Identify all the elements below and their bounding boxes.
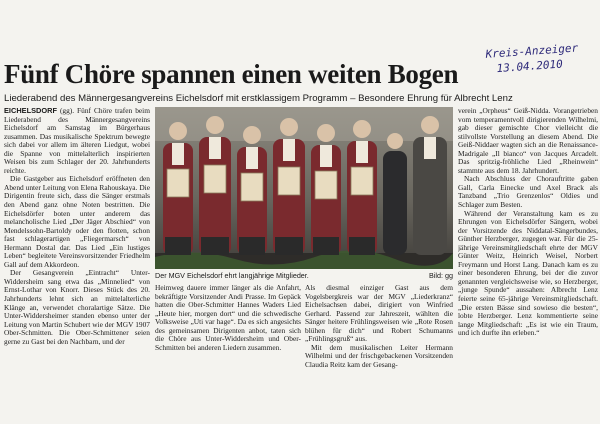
article-column-1 [4,107,150,419]
paragraph: Nach Abschluss der Chorauftritte gaben Gall, Carla Einecke und Axel Brack als Tanzband „Trio Grenzenlos“ Oldies und Schlager zum Besten. [458,174,598,210]
paragraph: Heimweg dauere immer länger als die Anfahrt, bekräftigte Vorsitzender Andi Prasse. Im Gepäck hatten die Ober-Schmitter Hannes Waders Lied „Heute hier, morgen dort“ und die schwedische Volksweise „Uti var hage“. Da es sich angesichts des gemeinsamen Dirigenten anbot, taten sich die Chöre aus Unter-Widdersheim und Ober-Schmitten bei anderen Liedern zusammen. [155,284,301,352]
headline: Fünf Chöre spannen einen weiten Bogen [4,59,459,89]
choir-photo [155,107,453,269]
article-column-2 [155,284,301,420]
source-name: Kreis-Anzeiger [485,41,579,61]
paragraph: Die Gastgeber aus Eichelsdorf eröffneten den Abend unter Leitung von Elena Rahouskaya. Die Dirigentin freute sich, dass die Sänger erstmals den Abend ganz ohne Noten bestritten. Die Eichelsdörfer boten unter anderem das melancholische Lied „Der Jäger Abschied“ von Mendelssohn-Bartoldy oder den flotten, schon fast schlagerartigen „Fliegermarsch“ von Hermann Dostal dar. Das Lied „Ein lustiges Leben“ begleitete Vereinsvorsitzender Friedhelm Gall auf dem Akkordeon. [4,174,150,269]
photo-caption: Der MGV Eichelsdorf ehrt langjährige Mitglieder. [155,271,309,280]
article-column-3 [305,284,453,420]
photo-caption-row [155,271,453,281]
choir-photo-image [155,107,453,269]
paragraph: Der Gesangverein „Eintracht“ Unter-Widdersheim sang etwa das „Minnelied“ von Ernst-Lothar von Knorr. Dieses Stück des 20. Jahrhunderts lehnt sich an mittelalterliche Klänge an, verwendet choralartige Sätze. Die Unter-Widdersheimer standen ebenso unter der Leitung von Martin Schubert wie der MGV 1907 Ober-Schmitten. Die Ober-Schmittener seien gerne zu Gast bei den Nachbarn, und der [4,268,150,346]
paragraph: verein „Orpheus“ Geiß-Nidda. Vorangetrieben vom temperamentvoll dirigierenden Wilhelmi, gab dieser gemischte Chor vielleicht die stilvollste Vorstellung an diesem Abend. Die Geiß-Niddaer wagten sich an die Renaissance-Madrigale „Il bianco“ von Jacques Arcadelt. Das spritzig-fröhliche Lied „Rheinwein“ stammte aus dem 18. Jahrhundert. [458,107,598,175]
paragraph: Während der Veranstaltung kam es zu Ehrungen von Eichelsdörfer Sängern, wobei der Vorsitzende des Niddatal-Sängerbundes, Günther Herzberger, zugegen war. Für die 25-jährige Vereinsmitgliedschaft ehrte der MGV Günter Weitz, Heinrich Weisel, Norbert Freymann und Horst Lang. Danach kam es zu einer besonderen Ehrung, bei der die zuvor genannten vergleichsweise wie, so Herzberger, „junge Spunde“ aussahen: Albrecht Lenz feierte seine 65-jährige Vereinsmitgliedschaft. „Die ersten Bässe sind sowieso die besten“, lobte Herzberger. Lenz kommentierte seine lange Mitgliedschaft: „Es ist wie ein Traum, und ich durfte ihn erleben.“ [458,208,598,338]
article-column-4 [458,107,598,419]
paragraph: Mit dem musikalischen Leiter Hermann Wilhelmi und der frischgebackenen Vorsitzenden Claudia Reitz kam der Gesang- [305,342,453,369]
dateline: EICHELSDORF [4,107,57,115]
source-date: 13.04.2010 [496,57,564,76]
subheadline: Liederabend des Männergesangvereins Eichelsdorf mit erstklassigem Programm – Besondere Ehrung für Albrecht Lenz [4,93,513,104]
photo-credit: Bild: gg [429,271,453,280]
paragraph: EICHELSDORF (gg). Fünf Chöre trafen beim Liederabend des Männergesangvereins Eichelsdorf am Samstag im Bürgerhaus zusammen. Das musikalische Spektrum bewegte sich dabei vor allem im älteren Liedgut, wobei die Spanne von mittelalterlich inspirierten Weisen bis zum Schlager der 20. Jahrhunderts reichte. [4,107,150,175]
paragraph: Als diesmal einziger Gast aus dem Vogelsbergkreis war der MGV „Liederkranz“ Eichelsachsen dabei, dirigiert von Winfried Gerhard. Passend zur Jahreszeit, wählten die Sänger heitere Frühlingsweisen wie „Rote Rosen blühen für dich“ und Robert Schumanns „Frühlingsgruß“ aus. [305,284,453,344]
